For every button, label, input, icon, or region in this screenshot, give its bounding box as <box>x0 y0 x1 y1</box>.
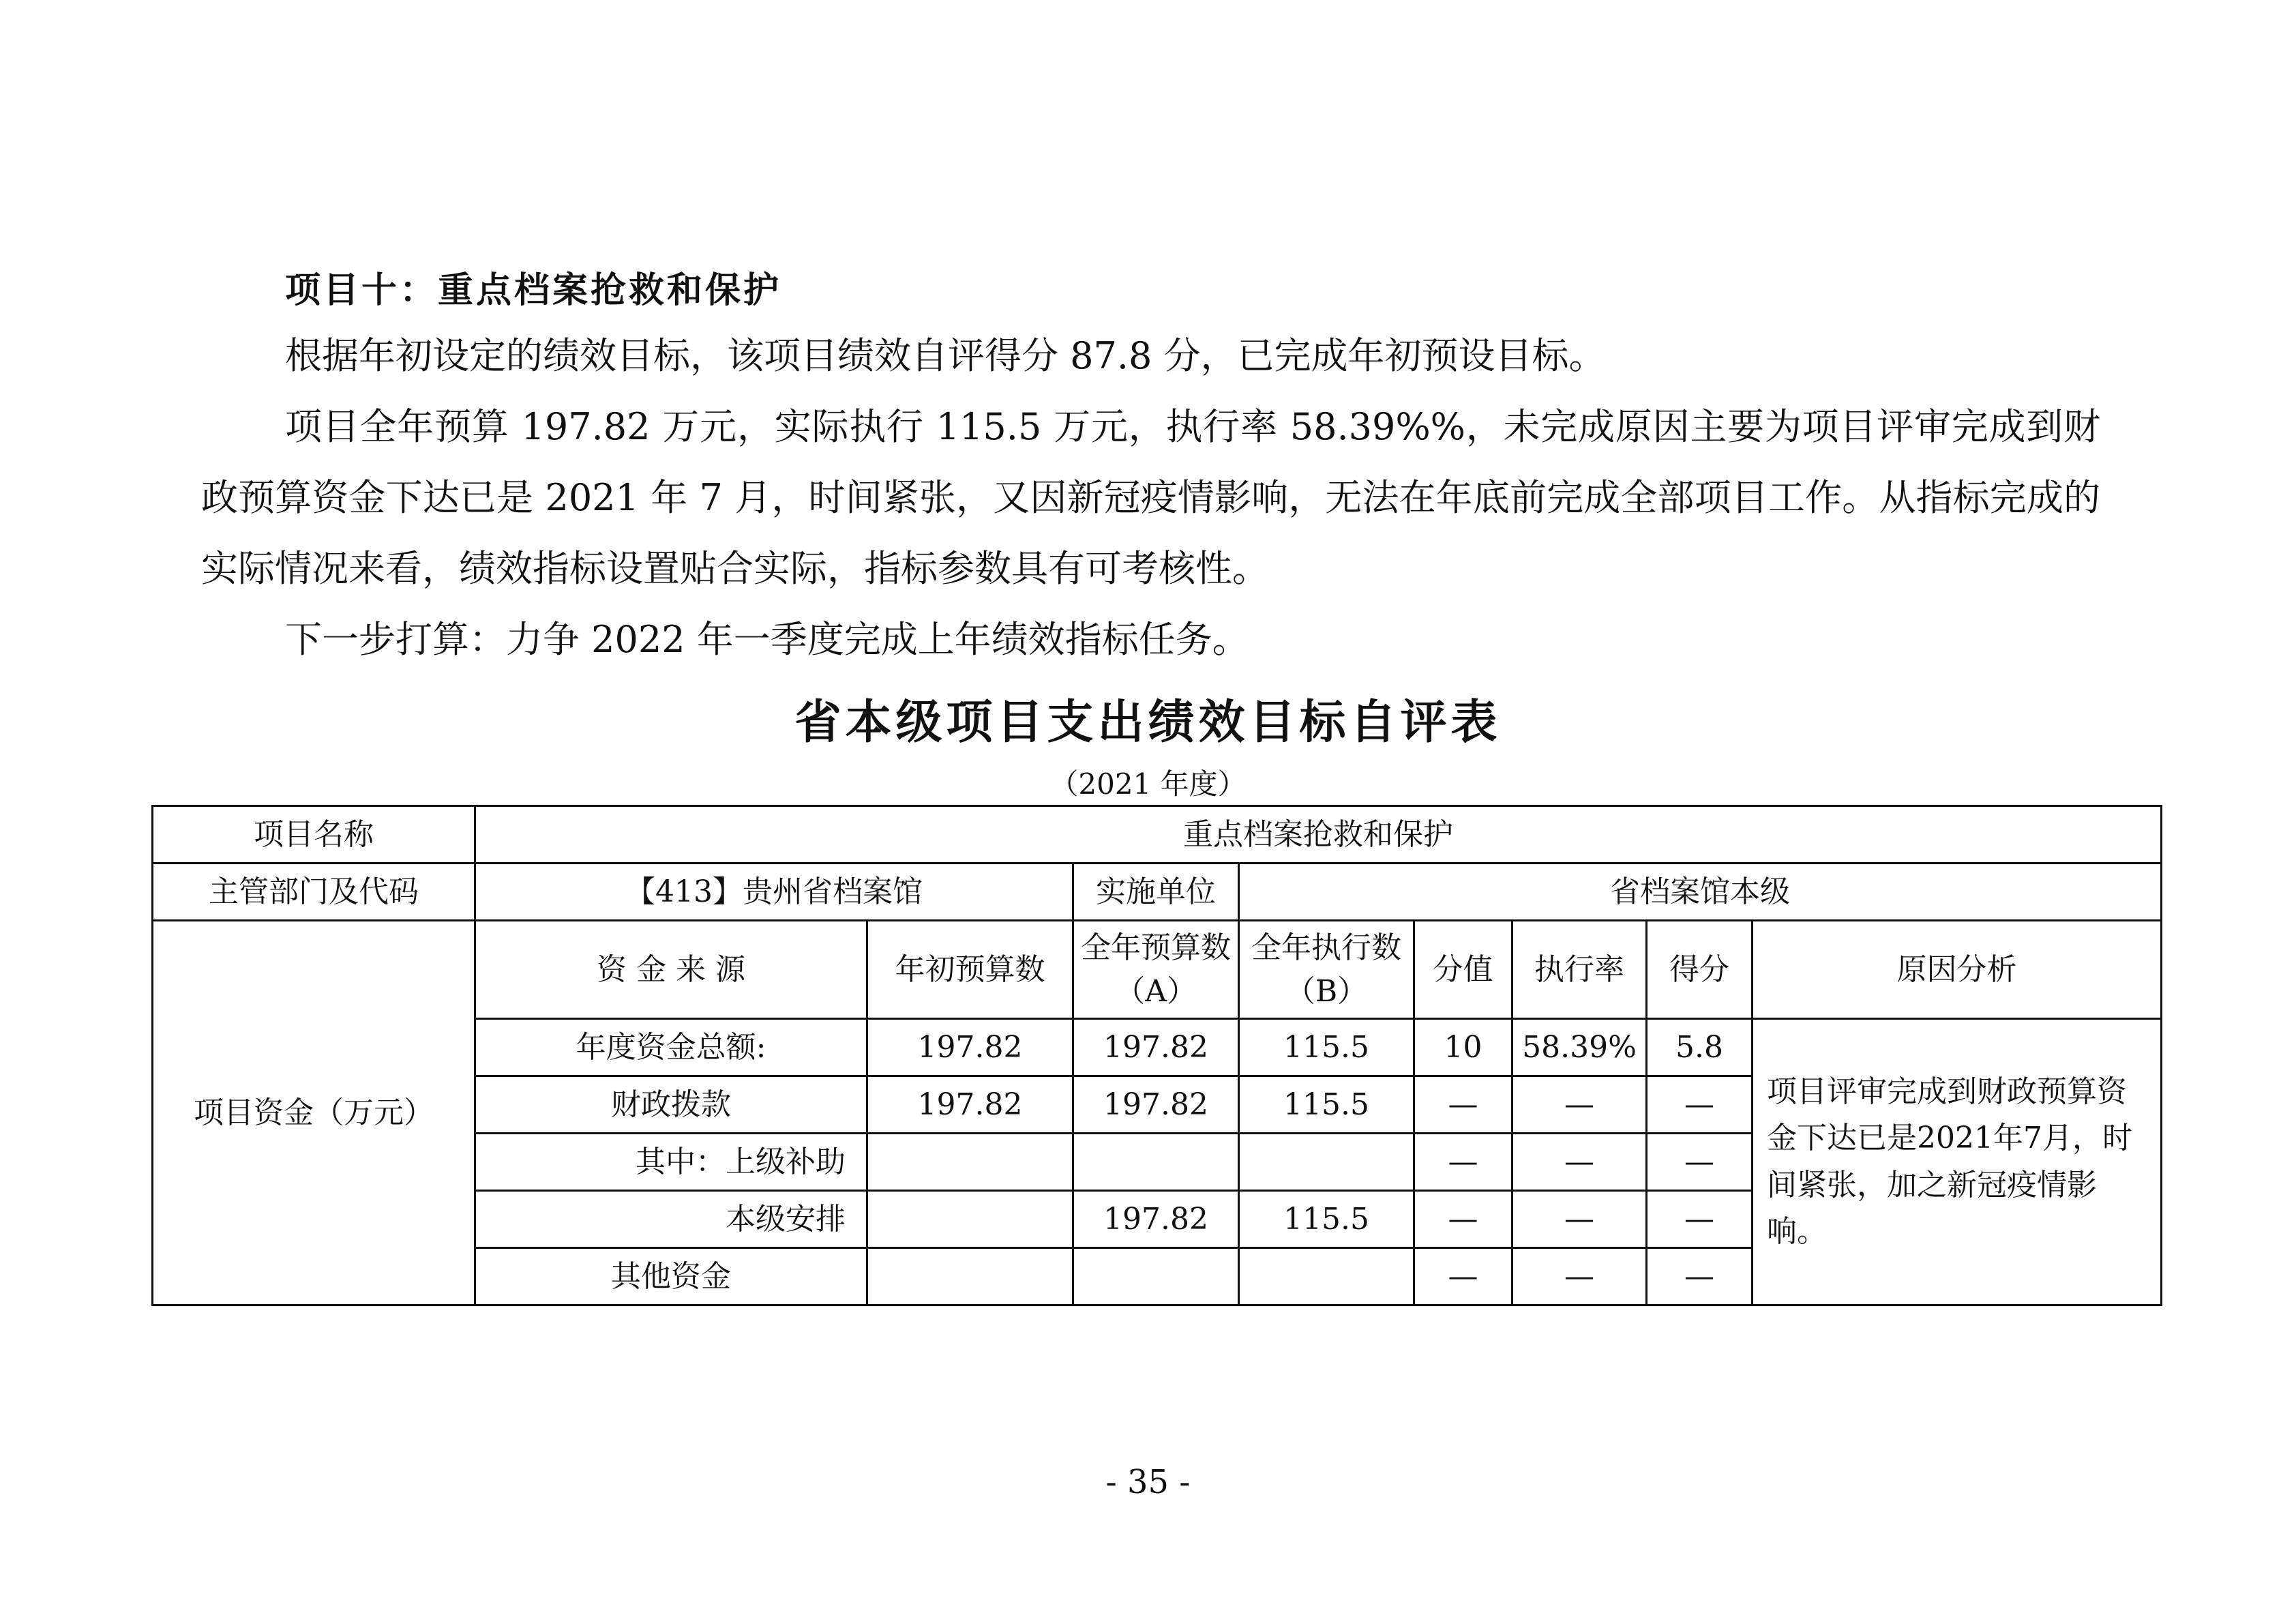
row-source: 本级安排 <box>475 1191 867 1248</box>
header-source: 资 金 来 源 <box>475 921 867 1019</box>
header-initial-budget: 年初预算数 <box>867 921 1073 1019</box>
dept-value: 【413】贵州省档案馆 <box>475 863 1073 921</box>
row-score-value: — <box>1414 1076 1512 1134</box>
row-annual-budget <box>1073 1134 1239 1191</box>
paragraph-3 <box>201 604 2100 675</box>
row-annual-budget: 197.82 <box>1073 1191 1239 1248</box>
paragraph-1-text: 根据年初设定的绩效目标，该项目绩效自评得分 87.8 分，已完成年初预设目标。 <box>285 334 1606 377</box>
row-source: 年度资金总额: <box>475 1019 867 1076</box>
impl-unit-label: 实施单位 <box>1073 863 1239 921</box>
paragraph-3-text: 下一步打算：力争 2022 年一季度完成上年绩效指标任务。 <box>285 618 1249 661</box>
row-score: 5.8 <box>1647 1019 1753 1076</box>
header-score: 得分 <box>1647 921 1753 1019</box>
project-name-label: 项目名称 <box>153 806 475 863</box>
table-row <box>153 806 2162 863</box>
row-score: — <box>1647 1191 1753 1248</box>
header-score-value: 分值 <box>1414 921 1512 1019</box>
row-initial-budget: 197.82 <box>867 1076 1073 1134</box>
row-source: 其中：上级补助 <box>475 1134 867 1191</box>
header-reason: 原因分析 <box>1753 921 2162 1019</box>
row-annual-exec: 115.5 <box>1239 1191 1414 1248</box>
funds-label: 项目资金（万元） <box>153 921 475 1305</box>
table-title: 省本级项目支出绩效目标自评表 <box>794 696 1502 750</box>
page-number: - 35 - <box>1105 1463 1191 1501</box>
impl-unit-value: 省档案馆本级 <box>1239 863 2162 921</box>
row-initial-budget: 197.82 <box>867 1019 1073 1076</box>
table-header-row <box>153 921 2162 1019</box>
row-exec-rate: — <box>1512 1076 1647 1134</box>
row-exec-rate: — <box>1512 1134 1647 1191</box>
header-annual-exec: 全年执行数（B） <box>1239 921 1414 1019</box>
row-annual-exec <box>1239 1248 1414 1305</box>
row-annual-budget: 197.82 <box>1073 1019 1239 1076</box>
row-exec-rate: — <box>1512 1248 1647 1305</box>
row-exec-rate: — <box>1512 1191 1647 1248</box>
row-score-value: — <box>1414 1134 1512 1191</box>
row-initial-budget <box>867 1248 1073 1305</box>
dept-label: 主管部门及代码 <box>153 863 475 921</box>
header-exec-rate: 执行率 <box>1512 921 1647 1019</box>
row-annual-budget: 197.82 <box>1073 1076 1239 1134</box>
row-annual-budget <box>1073 1248 1239 1305</box>
row-annual-exec: 115.5 <box>1239 1076 1414 1134</box>
row-score-value: — <box>1414 1248 1512 1305</box>
row-score: — <box>1647 1134 1753 1191</box>
row-score: — <box>1647 1076 1753 1134</box>
table-subtitle: （2021 年度） <box>1049 767 1247 801</box>
row-initial-budget <box>867 1134 1073 1191</box>
row-annual-exec <box>1239 1134 1414 1191</box>
row-score-value: — <box>1414 1191 1512 1248</box>
header-annual-budget: 全年预算数（A） <box>1073 921 1239 1019</box>
paragraph-1 <box>201 321 2100 392</box>
reason-analysis: 项目评审完成到财政预算资金下达已是2021年7月，时间紧张，加之新冠疫情影响。 <box>1753 1019 2162 1305</box>
row-source: 财政拨款 <box>475 1076 867 1134</box>
section-heading: 项目十：重点档案抢救和保护 <box>285 270 782 311</box>
row-source: 其他资金 <box>475 1248 867 1305</box>
paragraph-2 <box>201 392 2100 604</box>
paragraph-2-text: 项目全年预算 197.82 万元，实际执行 115.5 万元，执行率 58.39%%，未完成原因主要为项目评审完成到财政预算资金下达已是 2021 年 7 月，时间紧张，又因新冠疫情影响，无法在年底前完成全部项目工作。从指标完成的实际情况来看，绩效指标设置贴合实际，指标参数具有可考核性。 <box>201 405 2100 590</box>
row-initial-budget <box>867 1191 1073 1248</box>
table-row <box>153 863 2162 921</box>
row-annual-exec: 115.5 <box>1239 1019 1414 1076</box>
row-score: — <box>1647 1248 1753 1305</box>
evaluation-table <box>151 805 2162 1306</box>
row-exec-rate: 58.39% <box>1512 1019 1647 1076</box>
project-name-value: 重点档案抢救和保护 <box>475 806 2162 863</box>
row-score-value: 10 <box>1414 1019 1512 1076</box>
